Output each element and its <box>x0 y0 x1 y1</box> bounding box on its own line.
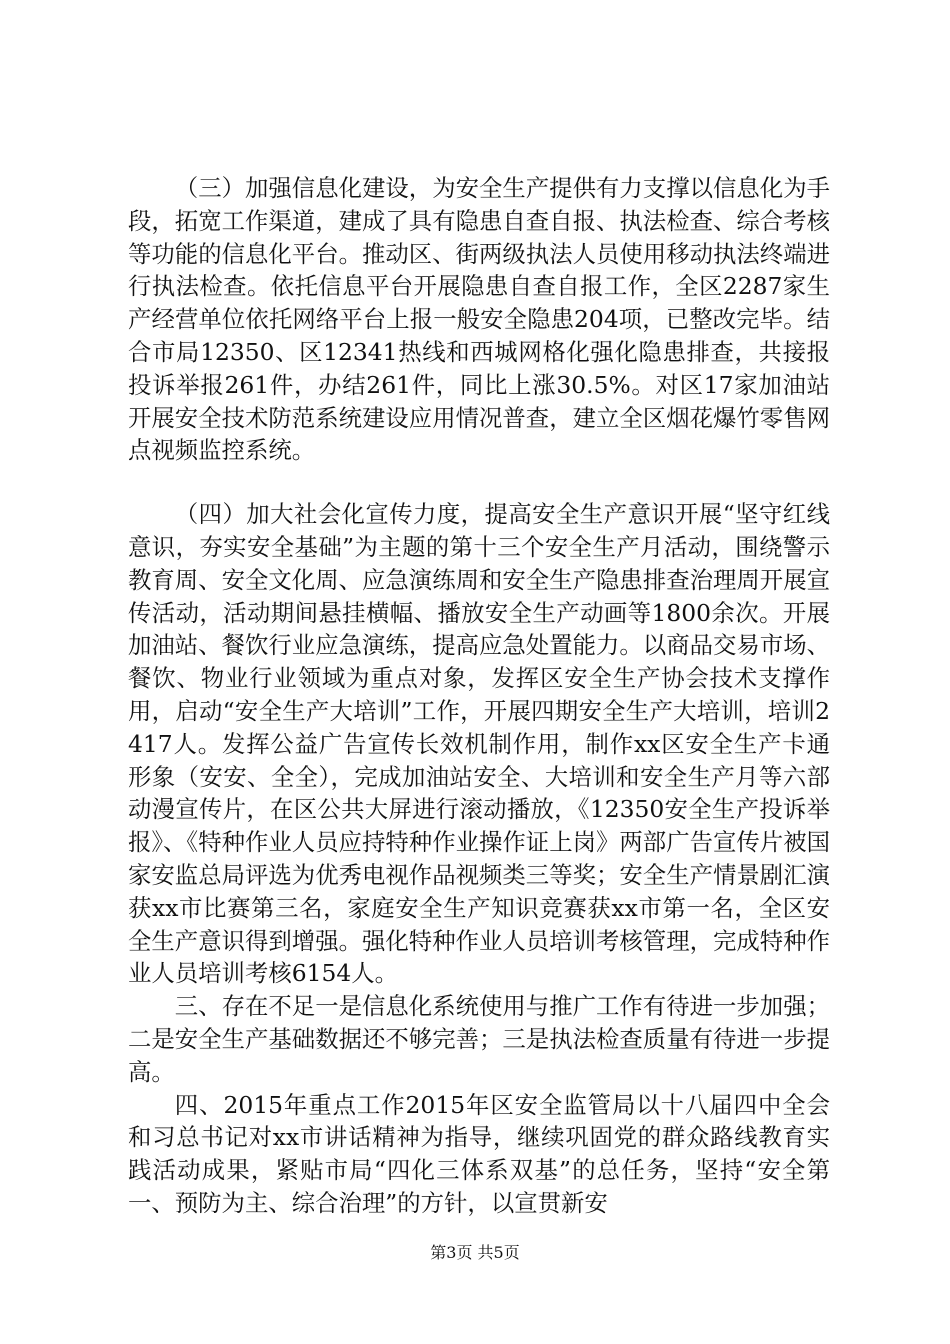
body-text <box>128 172 830 1220</box>
paragraph-key-work-2015: 四、2015年重点工作2015年区安全监管局以十八届四中全会和习总书记对xx市讲话精神为指导，继续巩固党的群众路线教育实践活动成果，紧贴市局“四化三体系双基”的总任务，坚持“安全第一、预防为主、综合治理”的方针，以宣贯新安 <box>128 1090 830 1217</box>
paragraph-info-construction: （三）加强信息化建设，为安全生产提供有力支撑以信息化为手段，拓宽工作渠道，建成了具有隐患自查自报、执法检查、综合考核等功能的信息化平台。推动区、街两级执法人员使用移动执法终端进行执法检查。依托信息平台开展隐患自查自报工作，全区2287家生产经营单位依托网络平台上报一般安全隐患204项，已整改完毕。结合市局12350、区12341热线和西城网格化强化隐患排查，共接报投诉举报261件，办结261件，同比上涨30.5%。对区17家加油站开展安全技术防范系统建设应用情况普查，建立全区烟花爆竹零售网点视频监控系统。 <box>128 174 830 465</box>
paragraph-shortcomings: 三、存在不足一是信息化系统使用与推广工作有待进一步加强；二是安全生产基础数据还不够完善；三是执法检查质量有待进一步提高。 <box>128 992 830 1086</box>
paragraph-publicity: （四）加大社会化宣传力度，提高安全生产意识开展“坚守红线意识，夯实安全基础”为主题的第十三个安全生产月活动，围绕警示教育周、安全文化周、应急演练周和安全生产隐患排查治理周开展宣传活动，活动期间悬挂横幅、播放安全生产动画等1800余次。开展加油站、餐饮行业应急演练，提高应急处置能力。以商品交易市场、餐饮、物业行业领域为重点对象，发挥区安全生产协会技术支撑作用，启动“安全生产大培训”工作，开展四期安全生产大培训，培训2417人。发挥公益广告宣传长效机制作用，制作xx区安全生产卡通形象（安安、全全），完成加油站安全、大培训和安全生产月等六部动漫宣传片，在区公共大屏进行滚动播放，《12350安全生产投诉举报》、《特种作业人员应持特种作业操作证上岗》两部广告宣传片被国家安监总局评选为优秀电视作品视频类三等奖；安全生产情景剧汇演获xx市比赛第三名，家庭安全生产知识竞赛获xx市第一名，全区安全生产意识得到增强。强化特种作业人员培训考核管理，完成特种作业人员培训考核6154人。 <box>128 500 830 988</box>
page-number-footer: 第3页 共5页 <box>430 1243 520 1262</box>
